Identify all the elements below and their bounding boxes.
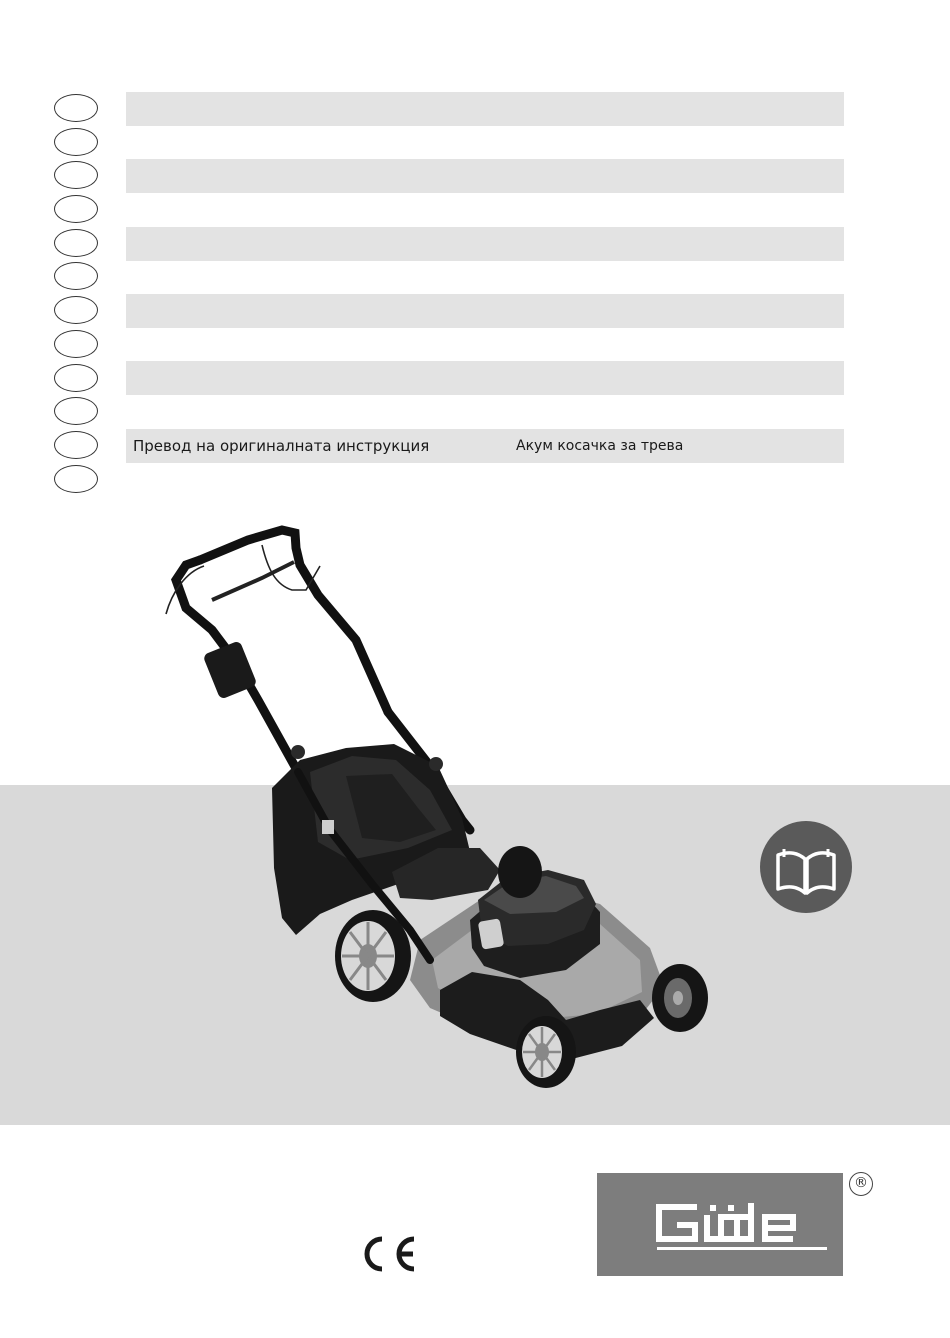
product-name: Акум косачка за трева: [516, 438, 684, 454]
gude-logo: [597, 1173, 843, 1276]
ce-mark-icon: [358, 1233, 418, 1275]
manual-title: Превод на оригиналната инструкция: [133, 437, 430, 455]
read-manual-icon: [760, 821, 852, 913]
registered-mark: ®: [849, 1172, 873, 1196]
